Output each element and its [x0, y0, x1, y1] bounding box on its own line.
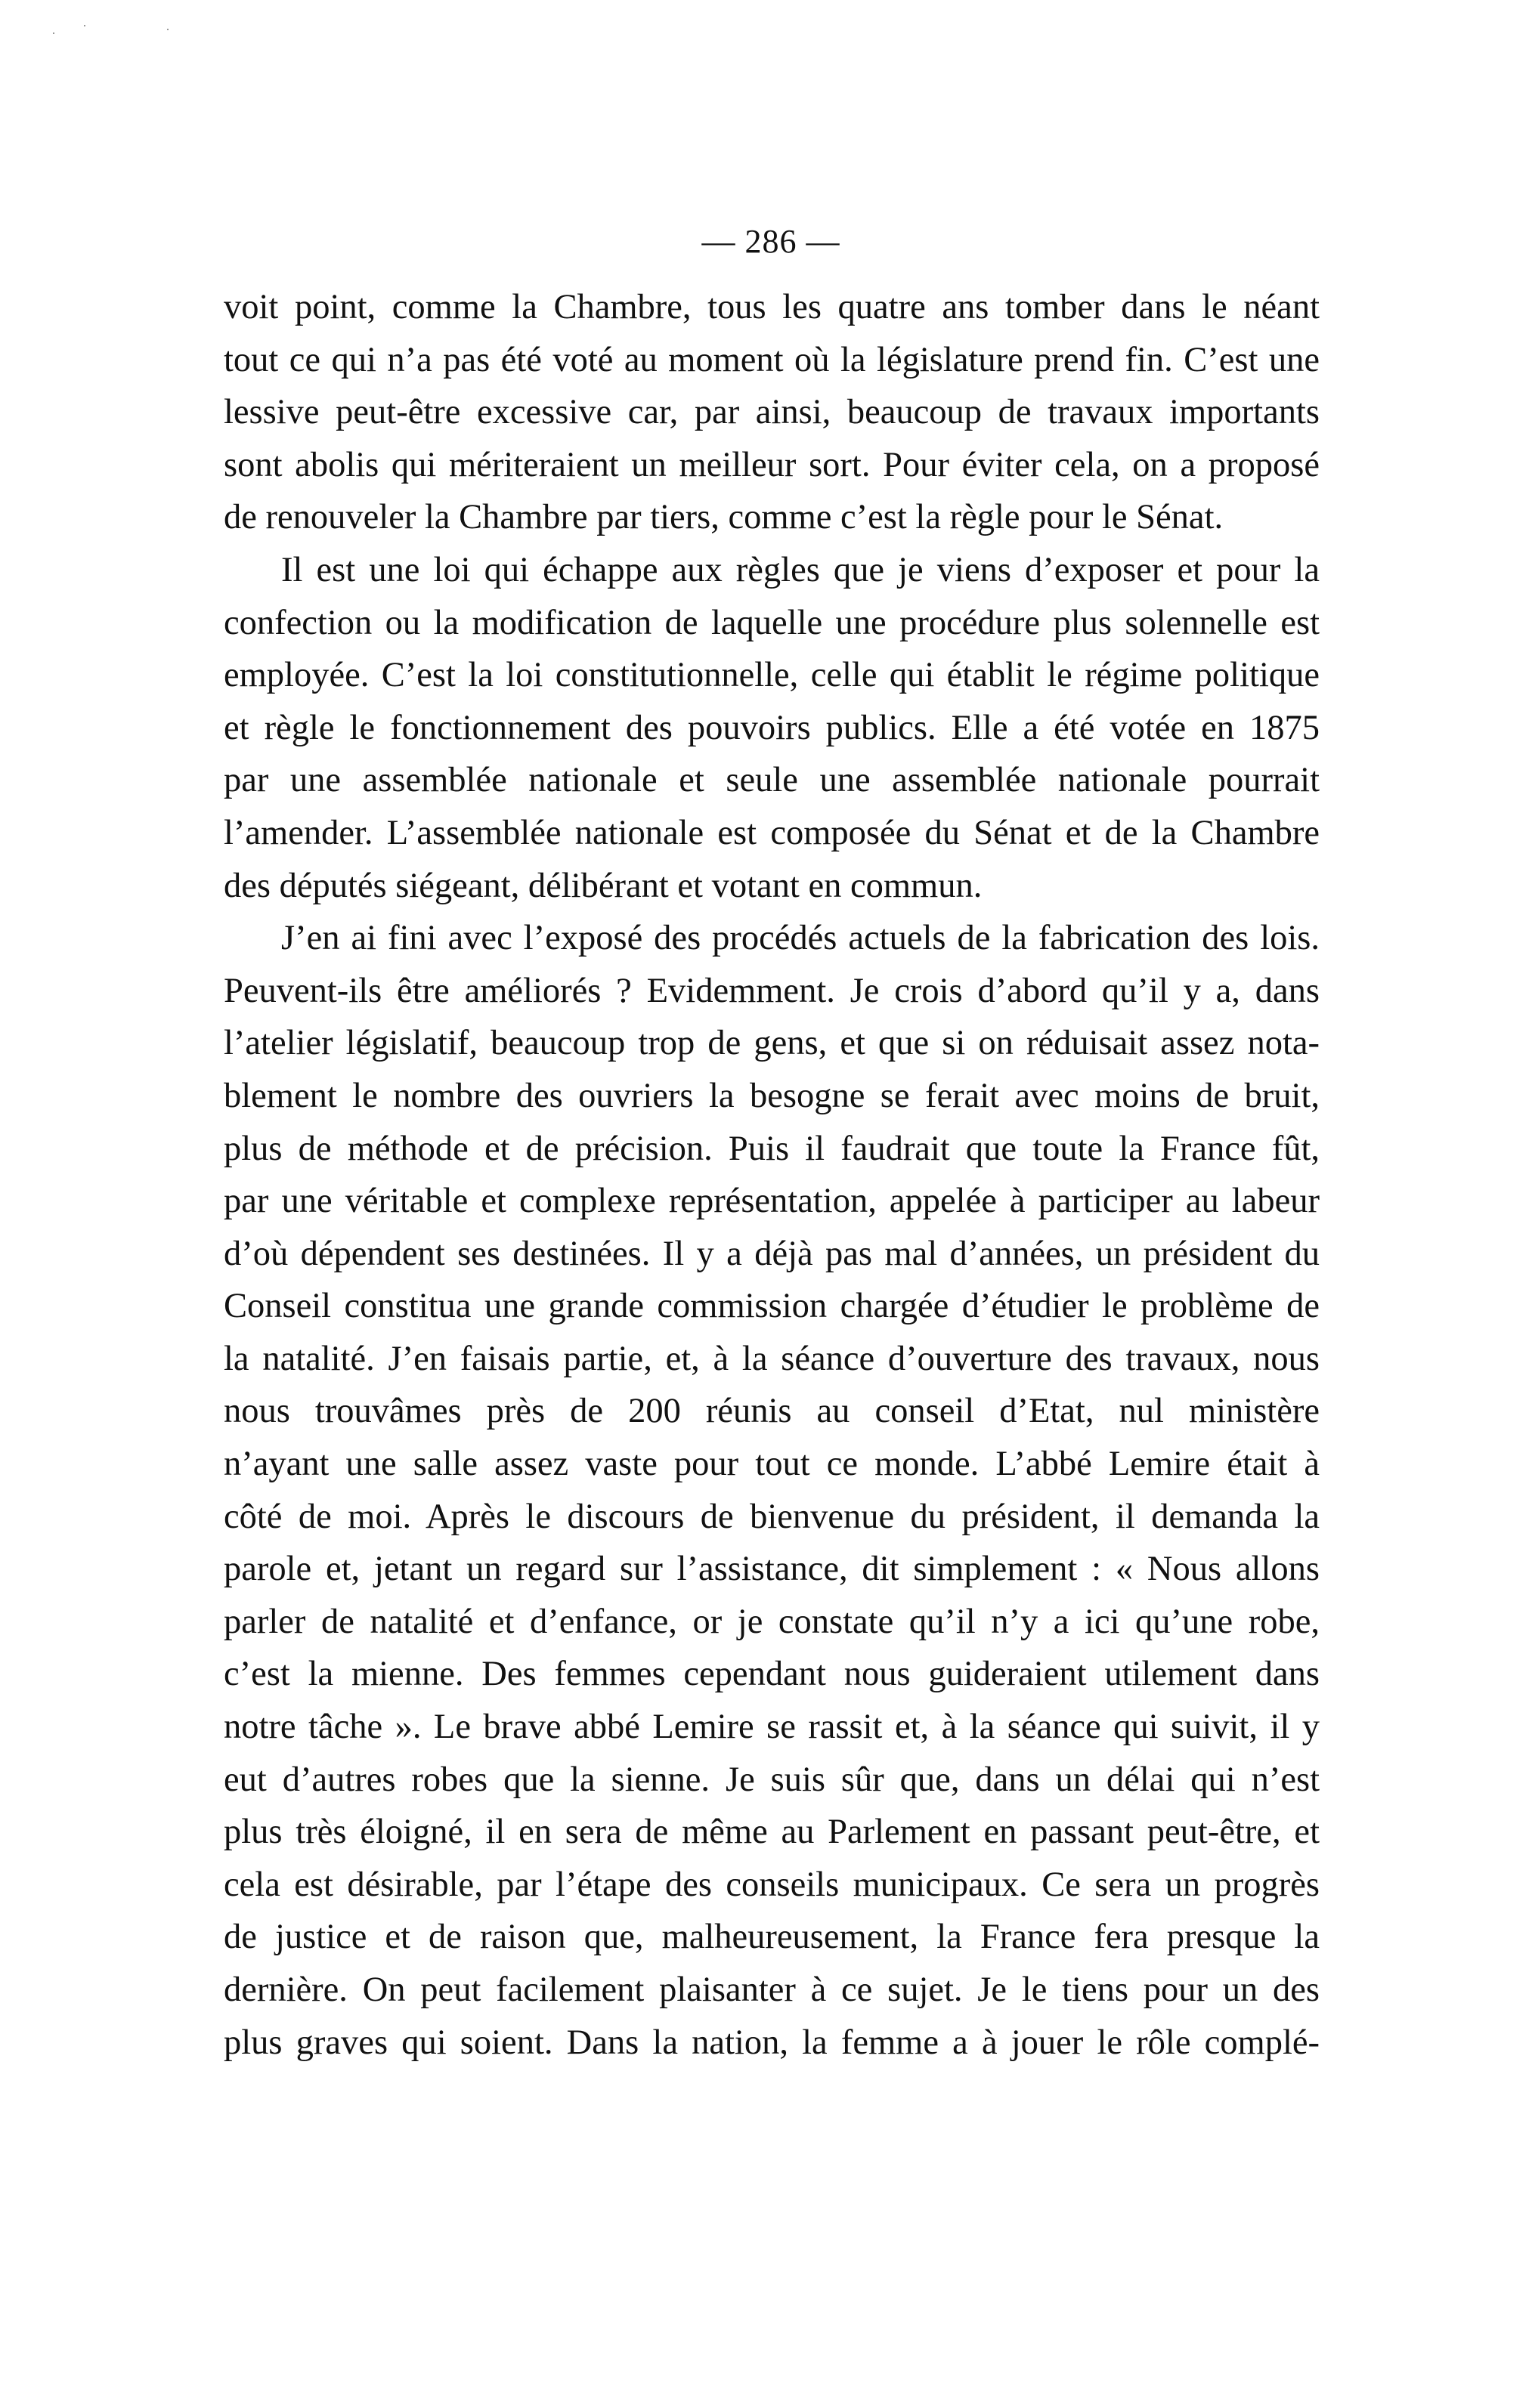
text-line: eut d’autres robes que la sienne. Je suis sûr que, dans un délai qui n’est — [224, 1760, 1320, 1799]
text-line: des députés siégeant, délibérant et votant en commun. — [224, 866, 983, 905]
text-line: notre tâche ». Le brave abbé Lemire se rassit et, à la séance qui suivit, il y — [224, 1708, 1320, 1747]
text-line: Il est une loi qui échappe aux règles que je viens d’exposer et pour la — [281, 550, 1320, 589]
text-line: l’atelier législatif, beaucoup trop de gens, et que si on réduisait assez nota- — [224, 1024, 1320, 1063]
text-line: cela est désirable, par l’étape des conseils municipaux. Ce sera un progrès — [224, 1865, 1320, 1904]
text-line: Peuvent-ils être améliorés ? Evidemment. Je crois d’abord qu’il y a, dans — [224, 971, 1320, 1010]
page-number: — 286 — — [701, 223, 840, 260]
text-line: d’où dépendent ses destinées. Il y a déjà pas mal d’années, un président du — [224, 1234, 1320, 1273]
text-line: plus très éloigné, il en sera de même au Parlement en passant peut-être, et — [224, 1813, 1320, 1852]
text-line: dernière. On peut facilement plaisanter à ce sujet. Je le tiens pour un des — [224, 1971, 1320, 2009]
text-line: parler de natalité et d’enfance, or je constate qu’il n’y a ici qu’une robe, — [224, 1602, 1320, 1641]
scan-speck — [167, 29, 169, 30]
text-line: de justice et de raison que, malheureusement, la France fera presque la — [224, 1918, 1320, 1957]
text-line: confection ou la modification de laquelle une procédure plus solennelle est — [224, 603, 1320, 642]
text-line: plus graves qui soient. Dans la nation, la femme a à jouer le rôle complé- — [224, 2023, 1320, 2062]
text-line: lessive peut-être excessive car, par ainsi, beaucoup de travaux importants — [224, 393, 1320, 432]
text-line: par une véritable et complexe représentation, appelée à participer au labeur — [224, 1182, 1320, 1221]
text-line: voit point, comme la Chambre, tous les quatre ans tomber dans le néant — [224, 288, 1320, 326]
text-line: J’en ai fini avec l’exposé des procédés actuels de la fabrication des lois. — [281, 919, 1320, 958]
paragraph — [224, 544, 1320, 912]
scan-speck — [84, 25, 85, 26]
text-line: parole et, jetant un regard sur l’assistance, dit simplement : « Nous allons — [224, 1550, 1320, 1589]
text-line: et règle le fonctionnement des pouvoirs publics. Elle a été votée en 1875 — [224, 708, 1320, 747]
text-line: n’ayant une salle assez vaste pour tout ce monde. L’abbé Lemire était à — [224, 1445, 1320, 1484]
text-line: Conseil constitua une grande commission chargée d’étudier le problème de — [224, 1287, 1320, 1326]
body-text — [224, 281, 1320, 2069]
text-line: employée. C’est la loi constitutionnelle, celle qui établit le régime politique — [224, 656, 1320, 695]
text-line: tout ce qui n’a pas été voté au moment où la législature prend fin. C’est une — [224, 340, 1320, 379]
text-line: nous trouvâmes près de 200 réunis au conseil d’Etat, nul ministère — [224, 1392, 1320, 1431]
text-line: blement le nombre des ouvriers la besogne se ferait avec moins de bruit, — [224, 1076, 1320, 1115]
scan-speck — [53, 32, 54, 34]
text-line: côté de moi. Après le discours de bienvenue du président, il demanda la — [224, 1497, 1320, 1536]
text-line: c’est la mienne. Des femmes cependant nous guideraient utilement dans — [224, 1655, 1320, 1694]
text-line: par une assemblée nationale et seule une assemblée nationale pourrait — [224, 761, 1320, 800]
text-line: de renouveler la Chambre par tiers, comme c’est la règle pour le Sénat. — [224, 498, 1224, 537]
text-line: l’amender. L’assemblée nationale est composée du Sénat et de la Chambre — [224, 813, 1320, 852]
text-line: plus de méthode et de précision. Puis il faudrait que toute la France fût, — [224, 1129, 1320, 1168]
text-line: la natalité. J’en faisais partie, et, à la séance d’ouverture des travaux, nous — [224, 1339, 1320, 1378]
text-line: sont abolis qui mériteraient un meilleur sort. Pour éviter cela, on a proposé — [224, 445, 1320, 484]
paragraph — [224, 912, 1320, 2069]
paragraph — [224, 281, 1320, 544]
